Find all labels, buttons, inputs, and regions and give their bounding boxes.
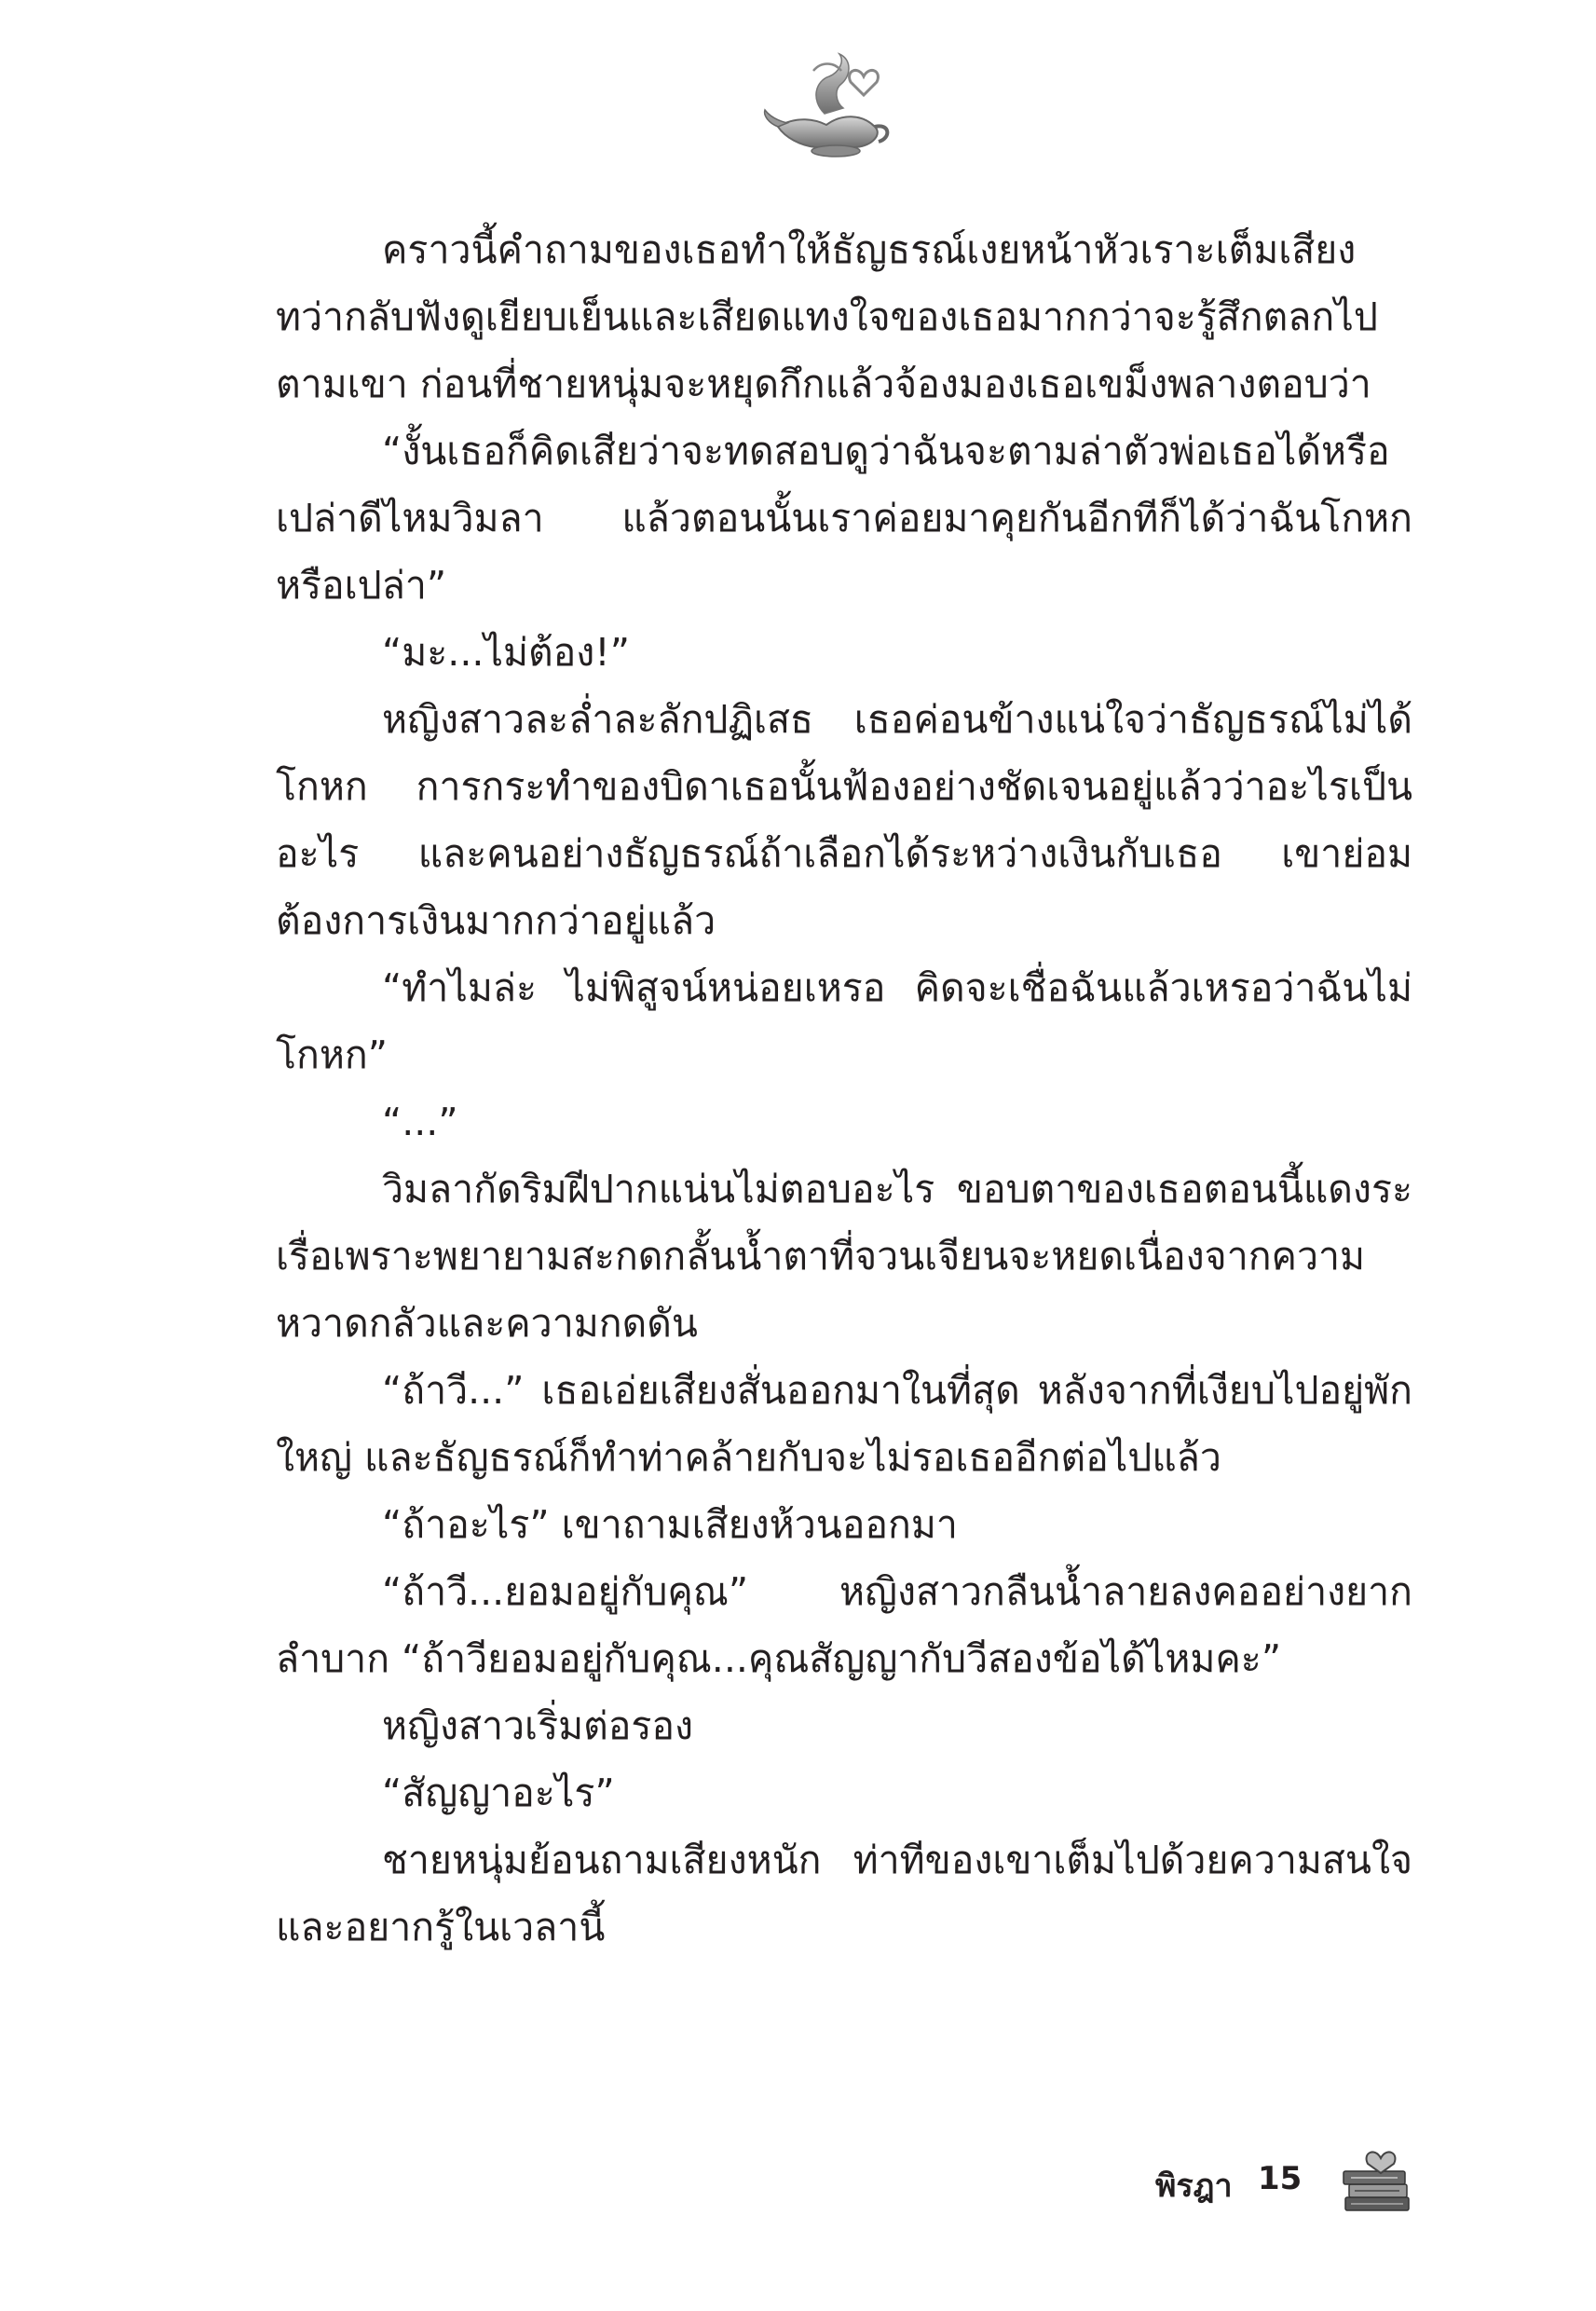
- page-footer: [1155, 2143, 1435, 2218]
- paragraph: “งั้นเธอก็คิดเสียว่าจะทดสอบดูว่าฉันจะตามล่าตัวพ่อเธอได้หรือเปล่าดีไหมวิมลา แล้วตอนนั้นเราค่อยมาคุยกันอีกทีก็ได้ว่าฉันโกหกหรือเปล่า”: [276, 429, 1412, 608]
- author-name: พิรฎา: [1155, 2167, 1233, 2205]
- paragraph: “ทำไมล่ะ ไม่พิสูจน์หน่อยเหรอ คิดจะเชื่อฉันแล้วเหรอว่าฉันไม่โกหก”: [276, 965, 1412, 1077]
- paragraph: คราวนี้คำถามของเธอทำให้ธัญธรณ์เงยหน้าหัวเราะเต็มเสียง ทว่ากลับฟังดูเยียบเย็นและเสียดแทงใจของเธอมากกว่าจะรู้สึกตลกไปตามเขา ก่อนที่ชายหนุ่มจะหยุดกึกแล้วจ้องมองเธอเขม็งพลางตอบว่า: [276, 227, 1378, 406]
- paragraph: “ถ้าวี...ยอมอยู่กับคุณ” หญิงสาวกลืนน้ำลายลงคออย่างยากลำบาก “ถ้าวียอมอยู่กับคุณ...คุณสัญญากับวีสองข้อได้ไหมคะ”: [276, 1569, 1412, 1681]
- paragraph: “...”: [382, 1100, 458, 1144]
- paragraph: “ถ้าวี...” เธอเอ่ยเสียงสั่นออกมาในที่สุด หลังจากที่เงียบไปอยู่พักใหญ่ และธัญธรณ์ก็ทำท่าคล้ายกับจะไม่รอเธออีกต่อไปแล้ว: [276, 1368, 1412, 1480]
- paragraph: หญิงสาวละล่ำละลักปฏิเสธ เธอค่อนข้างแน่ใจว่าธัญธรณ์ไม่ได้โกหก การกระทำของบิดาเธอนั้นฟ้องอย่างชัดเจนอยู่แล้วว่าอะไรเป็นอะไร และคนอย่างธัญธรณ์ถ้าเลือกได้ระหว่างเงินกับเธอ เขาย่อมต้องการเงินมากกว่าอยู่แล้ว: [276, 697, 1412, 943]
- body-text: [276, 216, 1412, 1961]
- page-number: 15: [1258, 2160, 1303, 2197]
- paragraph: “ถ้าอะไร” เขาถามเสียงห้วนออกมา: [382, 1502, 958, 1547]
- paragraph: หญิงสาวเริ่มต่อรอง: [382, 1703, 694, 1748]
- paragraph: วิมลากัดริมฝีปากแน่นไม่ตอบอะไร ขอบตาของเธอตอนนี้แดงระเรื่อเพราะพยายามสะกดกลั้นน้ำตาที่จวนเจียนจะหยดเนื่องจากความหวาดกลัวและความกดดัน: [276, 1167, 1412, 1346]
- book-stack-icon: [1338, 2143, 1416, 2218]
- genie-lamp-icon: [759, 48, 899, 160]
- paragraph: ชายหนุ่มย้อนถามเสียงหนัก ท่าทีของเขาเต็มไปด้วยความสนใจและอยากรู้ในเวลานี้: [276, 1838, 1412, 1949]
- paragraph: “สัญญาอะไร”: [382, 1771, 615, 1815]
- paragraph: “มะ...ไม่ต้อง!”: [382, 630, 630, 675]
